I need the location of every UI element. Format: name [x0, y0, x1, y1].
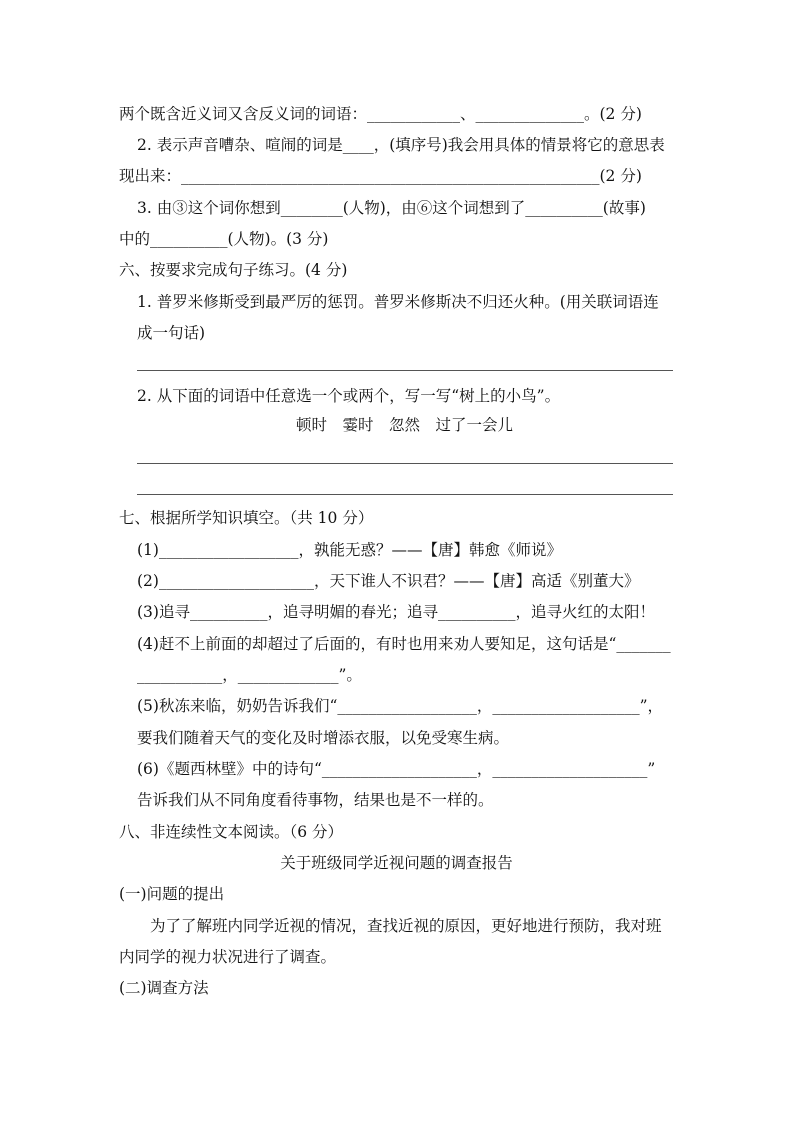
fill-item-6-cont: 告诉我们从不同角度看待事物，结果也是不一样的。 [137, 791, 494, 809]
answer-line[interactable] [137, 370, 673, 371]
fill-item-1: (1)__________________，孰能无惑？——【唐】韩愈《师说》 [137, 541, 562, 559]
report-subheading-1: (一)问题的提出 [119, 885, 225, 903]
sentence-q1: 1. 普罗米修斯受到最严厉的惩罚。普罗米修斯决不归还火种。(用关联词语连 [137, 293, 659, 311]
question-3: 3. 由③这个词你想到________(人物)，由⑥这个词想到了__________(故事) [137, 199, 646, 217]
sentence-q2: 2. 从下面的词语中任意选一个或两个，写一写“树上的小鸟”。 [137, 387, 561, 405]
fill-item-4-cont: ___________，_____________”。 [137, 666, 362, 684]
question-2: 2. 表示声音嘈杂、喧闹的词是____，(填序号)我会用具体的情景将它的意思表 [137, 136, 665, 154]
report-title: 关于班级同学近视问题的调查报告 [280, 854, 513, 872]
report-paragraph: 为了了解班内同学近视的情况，查找近视的原因，更好地进行预防，我对班 [150, 917, 662, 935]
report-subheading-2: (二)调查方法 [119, 979, 209, 997]
fill-item-6: (6)《题西林壁》中的诗句“____________________，____________________” [137, 760, 656, 778]
fill-item-4: (4)赶不上前面的却超过了后面的，有时也用来劝人要知足，这句话是“_______ [137, 635, 671, 653]
question-3-cont: 中的__________(人物)。(3 分) [119, 230, 329, 248]
report-paragraph-cont: 内同学的视力状况进行了调查。 [119, 948, 337, 966]
answer-line[interactable] [137, 463, 673, 464]
section-7-heading: 七、根据所学知识填空。（共 10 分） [119, 509, 374, 527]
line-1: 两个既含近义词又含反义词的词语：____________、______________。(2 分) [119, 105, 642, 123]
answer-line[interactable] [137, 494, 673, 495]
sentence-q1-cont: 成一句话) [137, 324, 206, 342]
fill-item-3: (3)追寻__________，追寻明媚的春光；追寻__________，追寻火红的太阳！ [137, 603, 655, 621]
question-2-cont: 现出来：______________________________________________________(2 分) [119, 167, 642, 185]
word-bank: 顿时 霎时 忽然 过了一会儿 [296, 416, 514, 434]
section-6-heading: 六、按要求完成句子练习。(4 分) [119, 261, 348, 279]
fill-item-2: (2)____________________，天下谁人不识君？——【唐】高适《别董大》 [137, 572, 640, 590]
section-8-heading: 八、非连续性文本阅读。（6 分） [119, 823, 344, 841]
fill-item-5: (5)秋冻来临，奶奶告诉我们“__________________，___________________”， [137, 697, 664, 715]
fill-item-5-cont: 要我们随着天气的变化及时增添衣服，以免受寒生病。 [137, 729, 510, 747]
